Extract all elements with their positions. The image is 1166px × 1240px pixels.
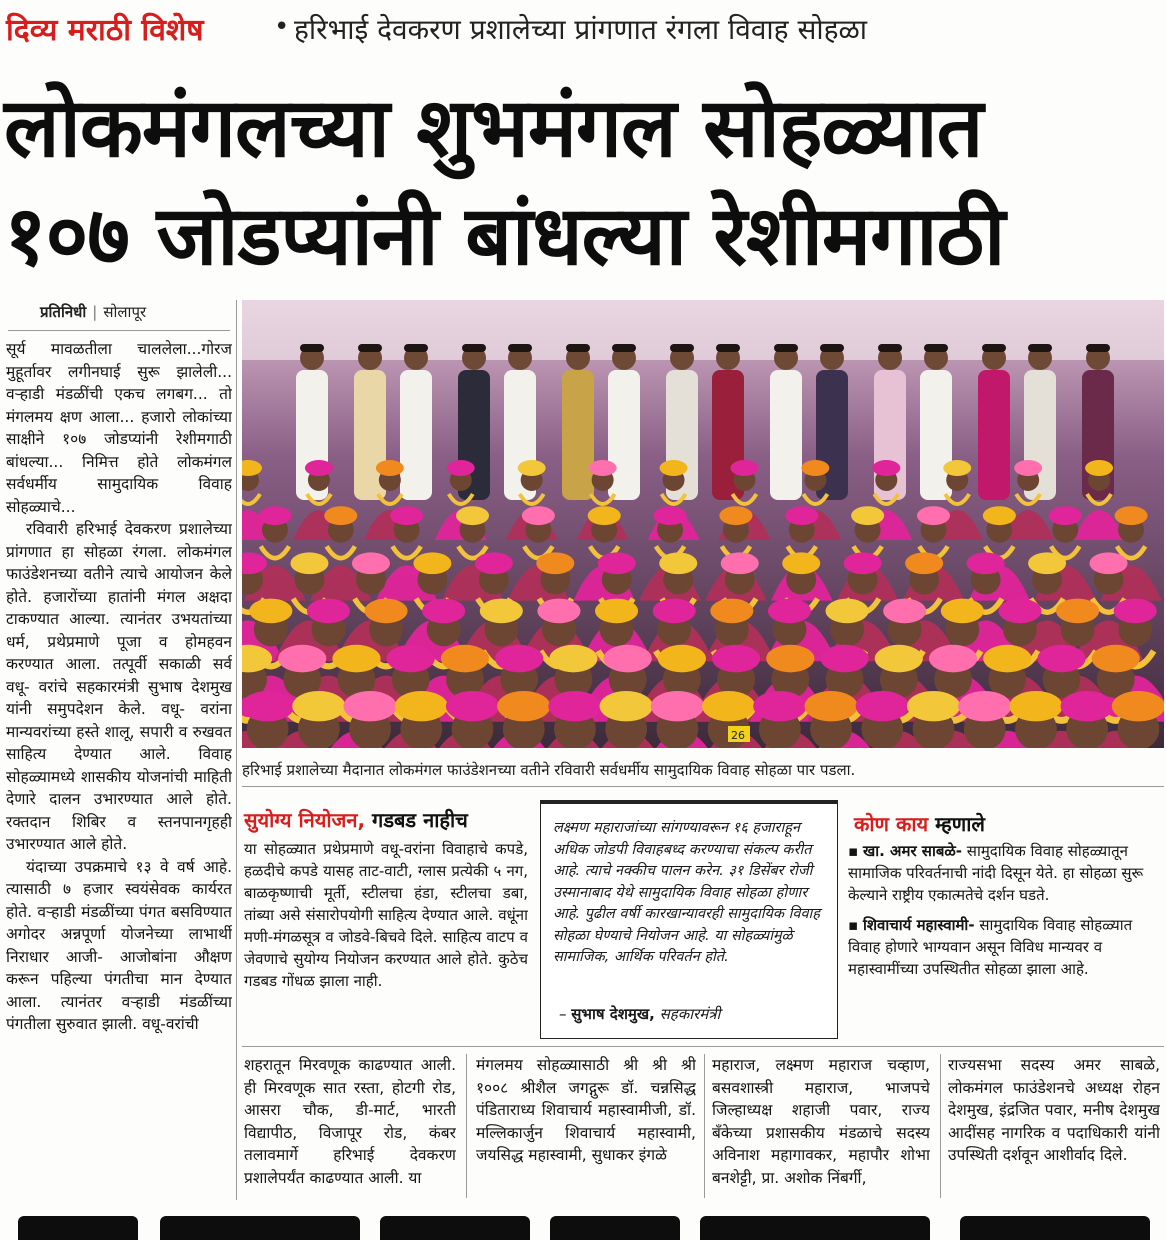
left-paragraph: यंदाच्या उपक्रमाचे १३ वे वर्ष आहे. त्यासाठी ७ हजार स्वयंसेवक कार्यरत होते. वऱ्हाडी मंडळींच्या पंगत बसविण्यात अगोदर अन्नपूर्णा योजनेच्या लाभार्थी निराधार आजी- आजोबांना औक्षण करून पहिल्या पंगतीचा मान देण्यात आला. त्यानंतर वऱ्हाडी मंडळींच्या पंगतीला सुरुवात झाली. वधू-वरांची <box>6 857 232 1033</box>
left-paragraph: रविवारी हरिभाई देवकरण प्रशालेच्या प्रांगणात हा सोहळा रंगला. लोकमंगल फाउंडेशनच्या वतीने त्याचे आयोजन केले होते. हजारोंच्या हातांनी मंगल अक्षदा टाकण्यात आल्या. त्यानंतर उभयतांच्या धर्म, प्रथेप्रमाणे पूजा व होमहवन करण्यात आला. तत्पूर्वी सकाळी सर्व वधू- वरांचे सहकारमंत्री सुभाष देशमुख यांनी समुपदेशन केले. वधू- वरांना मान्यवरांच्या हस्ते शालू, सपारी व रुखवत साहित्य देण्यात आले. विवाह सोहळ्यामध्ये शासकीय योजनांची माहिती देणारे दालन उभारण्यात आले होते. रक्तदान शिबिर व स्तनपानगृहही उभारण्यात आले होते. <box>6 520 232 853</box>
byline: प्रतिनिधी | सोलापूर <box>40 303 147 321</box>
kicker-subhead: हरिभाई देवकरण प्रशालेच्या प्रांगणात रंगला विवाह सोहळा <box>294 13 868 46</box>
column-rule <box>940 1054 941 1198</box>
brand-label: दिव्य मराठी विशेष <box>6 13 204 48</box>
headline-line-2: १०७ जोडप्यांनी बांधल्या रेशीमगाठी <box>4 189 1005 284</box>
minister-quote-box <box>540 800 838 1039</box>
wedding-crowd-illustration <box>242 300 1164 748</box>
lower-rule <box>242 1046 1164 1047</box>
wedding-photo <box>242 300 1164 748</box>
column-rule <box>466 1054 467 1198</box>
bottom-column-1: शहरातून मिरवणूक काढण्यात आली. ही मिरवणूक सात रस्ता, होटगी रोड, आसरा चौक, डी-मार्ट, भारती विद्यापीठ, विजापूर रोड, कंबर तलावमार्गे हरिभाई देवकरण प्रशालेपर्यंत काढण्यात आली. या <box>244 1056 456 1187</box>
bottom-column-3: महाराज, लक्ष्मण महाराज चव्हाण, बसवशास्त्री महाराज, भाजपचे जिल्हाध्यक्ष शहाजी पवार, राज्य बँकेच्या प्रशासकीय मंडळाचे सदस्य अविनाश महागावकर, महापौर शोभा बनशेट्टी, प्रा. अशोक निंबर्गी, <box>712 1056 930 1187</box>
byline-rule <box>8 330 230 331</box>
bottom-column-2: मंगलमय सोहळ्यासाठी श्री श्री श्री १००८ श्रीशैल जगद्गुरू डॉ. चन्नसिद्ध पंडिताराध्य शिवाचार्य महास्वामीजी, डॉ. मल्लिकार्जुन शिवाचार्य महास्वामी, जयसिद्ध महास्वामी, सुधाकर इंगळे <box>476 1056 696 1164</box>
byline-reporter: प्रतिनिधी <box>40 303 87 321</box>
byline-city: सोलापूर <box>103 303 147 321</box>
who-said-item: ▪ खा. अमर साबळे- सामुदायिक विवाह सोहळ्यातून सामाजिक परिवर्तनाची नांदी दिसून येते. हा सोहळा सुरू केल्याने राष्ट्रीय एकात्मतेचे दर्शन घडते. <box>848 842 1144 904</box>
section-planning-body: या सोहळ्यात प्रथेप्रमाणे वधू-वरांना विवाहाचे कपडे, हळदीचे कपडे यासह ताट-वाटी, ग्लास प्रत्येकी ५ नग, बाळकृष्णाची मूर्ती, स्टीलचा हंडा, स्टीलचा डबा, तांब्या असे संसारोपयोगी साहित्य देण्यात आले. वधूंना मणी-मंगळसूत्र व जोडवे-बिचवे दिले. साहित्य वाटप व जेवणाचे सुयोग्य नियोजन करण्यात आले होते. कुठेच गडबड गोंधळ झाला नाही. <box>244 840 528 990</box>
quote-signature: – सुभाष देशमुख, सहकारमंत्री <box>559 1005 721 1023</box>
column-rule <box>236 300 237 1200</box>
column-rule <box>704 1054 705 1198</box>
photo-caption: हरिभाई प्रशालेच्या मैदानात लोकमंगल फाउंडेशनच्या वतीने रविवारी सर्वधर्मीय सामुदायिक विवाह सोहळा पार पडला. <box>242 761 856 779</box>
caption-rule <box>242 786 1164 787</box>
headline-line-1: लोकमंगलच्या शुभमंगल सोहळ्यात <box>4 81 983 176</box>
section-title-planning: सुयोग्य नियोजन, गडबड नाहीच <box>244 808 468 832</box>
kicker-line <box>0 0 1166 58</box>
who-said-list <box>848 840 1154 988</box>
section-title-who-said: कोण काय म्हणाले <box>854 812 985 836</box>
bottom-column-4: राज्यसभा सदस्य अमर साबळे, लोकमंगल फाउंडेशनचे अध्यक्ष रोहन देशमुख, इंद्रजित पवार, मनीष देशमुख आदींसह नागरिक व पदाधिकारी यांनी उपस्थिती दर्शवून आशीर्वाद दिले. <box>948 1056 1160 1164</box>
who-said-item: ▪ शिवाचार्य महास्वामी- सामुदायिक विवाह सोहळ्यात विवाह होणारे भाग्यवान असून विविध मान्यवर व महास्वामींच्या उपस्थितीत सोहळा झाला आहे. <box>848 916 1133 978</box>
kicker-separator: • <box>274 12 290 42</box>
left-column-text <box>6 338 232 1198</box>
quote-text: लक्ष्मण महाराजांच्या सांगण्यावरून १६ हजाराहून अधिक जोडपी विवाहबध्द करण्याचा संकल्प करीत आहे. त्याचे नक्कीच पालन करेन. ३१ डिसेंबर रोजी उस्मानाबाद येथे सामुदायिक विवाह सोहळा होणार आहे. पुढील वर्षी कारखान्यावरही सामुदायिक विवाह सोहळा घेण्याचे नियोजन आहे. या सोहळ्यांमुळे सामाजिक, आर्थिक परिवर्तन होते. <box>553 820 821 965</box>
left-paragraph: सूर्य मावळतीला चाललेला...गोरज मुहूर्तावर लगीनघाई सुरू झालेली... वऱ्हाडी मंडळींची एकच लगबग... तो मंगलमय क्षण आला... हजारो लोकांच्या साक्षीने १०७ जोडप्यांनी रेशीमगाठी बांधल्या... निमित्त होते लोकमंगल सर्वधर्मीय सामुदायिक विवाह सोहळ्याचे... <box>6 340 232 516</box>
next-headline-cutoff <box>0 1200 1166 1240</box>
seat-number-badge: 26 <box>731 729 745 742</box>
